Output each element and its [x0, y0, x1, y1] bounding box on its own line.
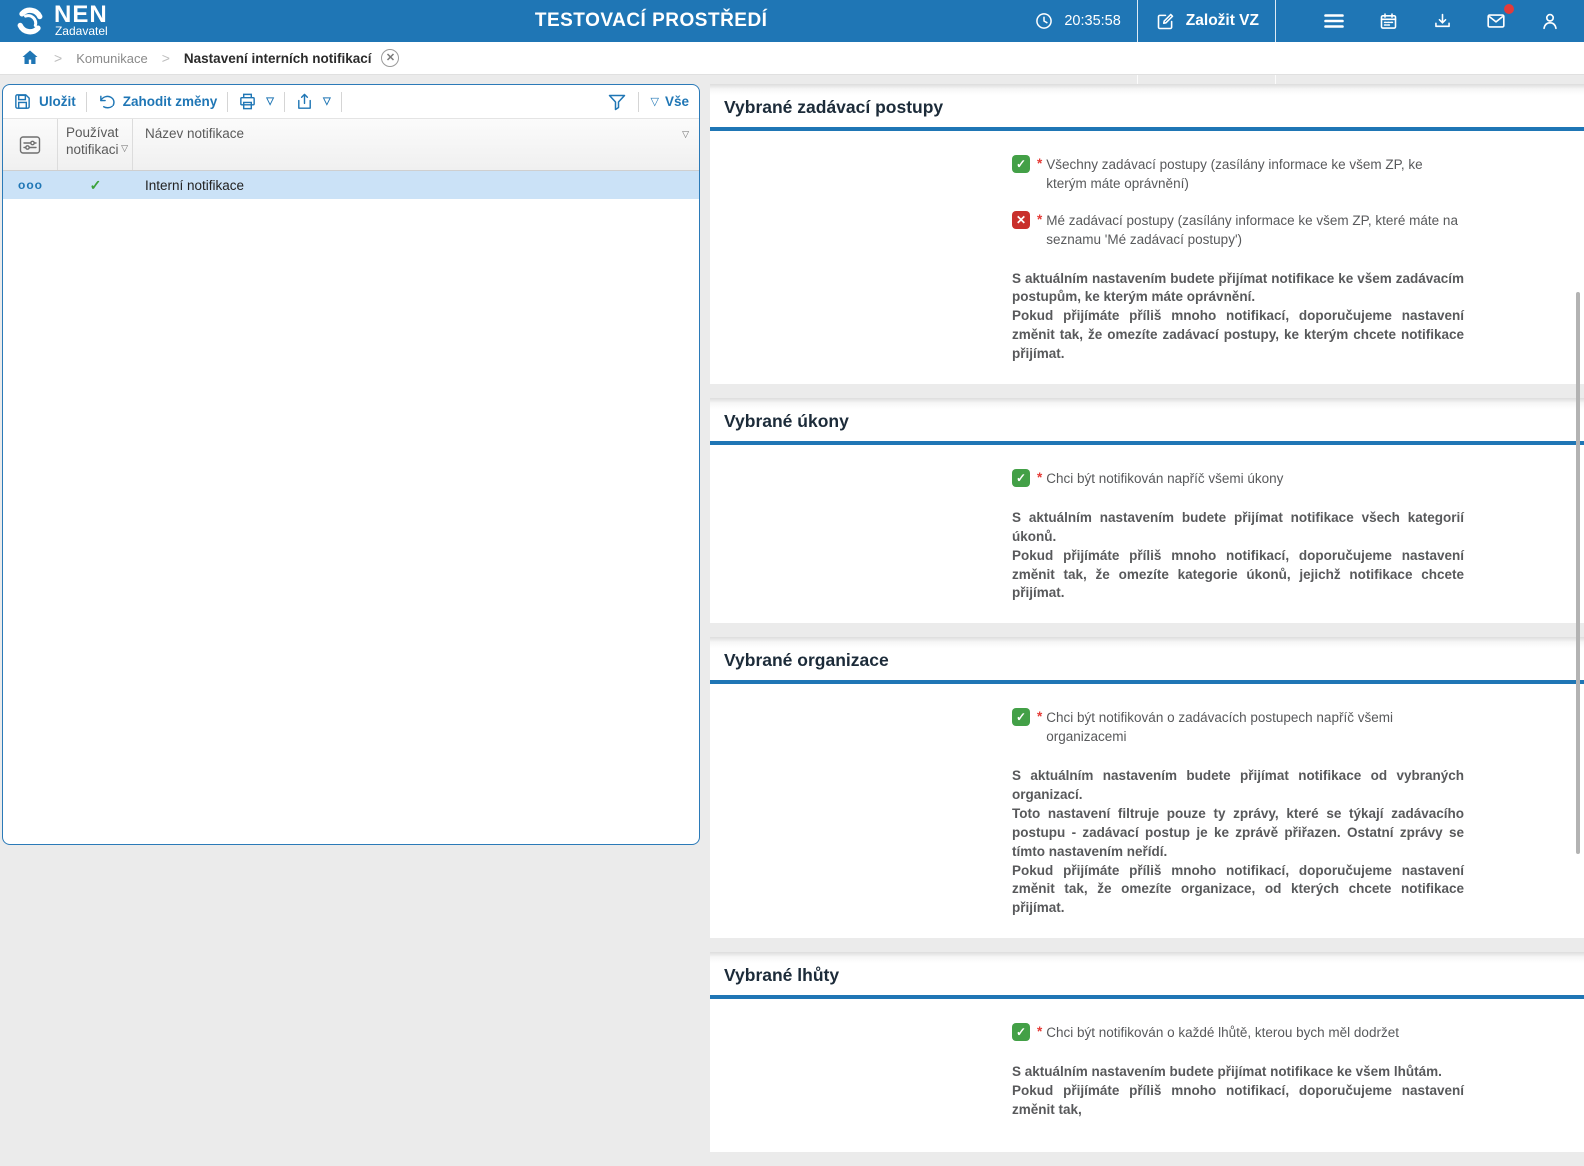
section-title: Vybrané zadávací postupy: [724, 97, 944, 117]
breadcrumb-separator: >: [54, 50, 63, 66]
unread-badge: [1504, 4, 1514, 14]
toolbar-divider: [227, 92, 228, 112]
note-line: S aktuálním nastavením budete přijímat notifikace všech kategorií úkonů.: [1012, 509, 1464, 544]
option-label: Mé zadávací postupy (zasílány informace ke všem ZP, které máte na seznamu 'Mé zadávací postupy'): [1046, 212, 1458, 247]
save-icon: [13, 92, 33, 112]
breadcrumb-separator: >: [161, 50, 170, 66]
note-line: S aktuálním nastavením budete přijímat notifikace ke všem lhůtám.: [1012, 1064, 1442, 1080]
edit-icon: [1154, 9, 1178, 33]
brand-block: [54, 1, 108, 38]
column-header-name[interactable]: [133, 119, 699, 170]
create-vz-button[interactable]: [1154, 9, 1259, 33]
toolbar-divider: [284, 92, 285, 112]
option-me-zp: [1012, 211, 1464, 250]
checkbox-checked-icon[interactable]: ✓: [1012, 708, 1030, 726]
section-title: Vybrané organizace: [724, 650, 889, 671]
column-settings-cell[interactable]: [3, 119, 58, 170]
logo[interactable]: [0, 1, 270, 38]
table-row[interactable]: [3, 171, 699, 199]
section-lhuty: [710, 952, 1584, 1152]
section-title: Vybrané úkony: [724, 411, 849, 432]
session-time: 20:35:58: [1064, 13, 1121, 29]
clock-icon: [1032, 9, 1056, 33]
row-check-icon: ✓: [89, 176, 102, 193]
environment-title: TESTOVACÍ PROSTŘEDÍ: [534, 10, 768, 31]
option-label: Chci být notifikován o zadávacích postupech napříč všemi organizacemi: [1046, 710, 1393, 745]
close-tab-icon[interactable]: ✕: [381, 49, 399, 67]
section-ukony: [710, 398, 1584, 623]
export-dropdown-icon[interactable]: ▽: [322, 96, 331, 107]
filter-controls: [606, 91, 690, 113]
column-name-label: Název notifikace: [145, 126, 245, 141]
export-button[interactable]: [295, 92, 331, 112]
undo-icon: [97, 92, 117, 112]
column-use-label: Používat notifikaci: [66, 125, 119, 157]
vertical-scrollbar[interactable]: [1576, 292, 1580, 854]
create-vz-label: Založit VZ: [1185, 12, 1259, 29]
brand-role: Zadavatel: [54, 24, 108, 38]
discard-changes-button[interactable]: [97, 92, 218, 112]
section-note: [1012, 767, 1464, 918]
checkbox-checked-icon[interactable]: ✓: [1012, 469, 1030, 487]
app-header: [0, 0, 1584, 42]
section-organizace: [710, 637, 1584, 938]
row-actions-dots[interactable]: ooo: [18, 178, 43, 192]
filter-funnel-icon[interactable]: [606, 91, 628, 113]
export-icon: [295, 92, 315, 112]
breadcrumb-komunikace[interactable]: Komunikace: [76, 50, 148, 66]
nen-logo-icon: [14, 5, 46, 37]
printer-icon: [238, 92, 258, 112]
calendar-icon[interactable]: [1376, 9, 1400, 33]
print-button[interactable]: [238, 92, 274, 112]
section-note: [1012, 270, 1464, 364]
toolbar-divider: [638, 92, 639, 112]
section-note: [1012, 509, 1464, 603]
note-line: S aktuálním nastavením budete přijímat notifikace ke všem zadávacím postupům, ke kterým máte oprávnění.: [1012, 270, 1464, 305]
detail-panel: [710, 84, 1584, 1166]
section-title: Vybrané lhůty: [724, 965, 840, 986]
option-vsechny-zp: [1012, 155, 1464, 194]
note-line: Pokud přijímáte příliš mnoho notifikací, doporučujeme nastavení změnit tak,: [1012, 1083, 1464, 1117]
messages-icon[interactable]: [1484, 9, 1508, 33]
required-star: *: [1037, 156, 1043, 171]
discard-label: Zahodit změny: [122, 94, 218, 109]
column-settings-icon: [19, 135, 41, 155]
session-timer: [1032, 9, 1120, 33]
note-line: Toto nastavení filtruje pouze ty zprávy, které se týkají zadávacího postupu - zadávací postup je ke zprávě přiřazen. Ostatní zprávy se tímto nastavením neřídí.: [1012, 805, 1464, 859]
required-star: *: [1037, 470, 1043, 486]
option-label: Chci být notifikován o každé lhůtě, kterou bych měl dodržet: [1046, 1025, 1399, 1041]
list-toolbar: [3, 85, 699, 118]
note-line: Pokud přijímáte příliš mnoho notifikací, doporučujeme nastavení změnit tak, že omezíte organizace, od kterých chcete notifikace přijímat.: [1012, 862, 1464, 916]
section-zadavaci-postupy: [710, 84, 1584, 384]
column-name-filter-icon[interactable]: ▽: [682, 129, 689, 139]
column-header-use[interactable]: [58, 119, 133, 170]
note-line: S aktuálním nastavením budete přijímat notifikace od vybraných organizací.: [1012, 768, 1464, 803]
section-note: [1012, 1063, 1464, 1120]
option-kazda-lhuta: [1012, 1023, 1464, 1043]
checkbox-crossed-icon[interactable]: ✕: [1012, 211, 1030, 229]
menu-icon[interactable]: [1322, 9, 1346, 33]
required-star: *: [1037, 1024, 1043, 1040]
toolbar-divider: [341, 92, 342, 112]
table-header: [3, 118, 699, 171]
home-icon[interactable]: [20, 48, 40, 68]
required-star: *: [1037, 709, 1043, 725]
breadcrumb-current: Nastavení interních notifikací: [183, 50, 372, 66]
user-icon[interactable]: [1538, 9, 1562, 33]
download-icon[interactable]: [1430, 9, 1454, 33]
note-line: Pokud přijímáte příliš mnoho notifikací, doporučujeme nastavení změnit tak, že omezíte zadávací postupy, ke kterým chcete notifikace přijímat.: [1012, 308, 1464, 362]
view-all-label[interactable]: Vše: [664, 94, 689, 109]
brand-name: NEN: [54, 1, 108, 28]
save-label: Uložit: [39, 94, 76, 109]
view-dropdown-icon[interactable]: ▽: [650, 96, 659, 108]
toolbar-divider: [86, 92, 87, 112]
print-dropdown-icon[interactable]: ▽: [266, 96, 274, 107]
notification-list-panel: [2, 84, 700, 845]
column-use-filter-icon[interactable]: ▽: [121, 143, 128, 153]
checkbox-checked-icon[interactable]: ✓: [1012, 155, 1030, 173]
breadcrumb: [0, 42, 1584, 75]
checkbox-checked-icon[interactable]: ✓: [1012, 1023, 1030, 1041]
option-vsechny-organizace: [1012, 708, 1464, 747]
save-button[interactable]: [13, 92, 76, 112]
option-label: Chci být notifikován napříč všemi úkony: [1046, 471, 1284, 487]
required-star: *: [1037, 211, 1043, 227]
option-label: Všechny zadávací postupy (zasílány informace ke všem ZP, ke kterým máte oprávnění): [1046, 157, 1423, 191]
note-line: Pokud přijímáte příliš mnoho notifikací, doporučujeme nastavení změnit tak, že omezíte kategorie úkonů, jejichž notifikace chcete přijímat.: [1012, 547, 1464, 601]
row-name: Interní notifikace: [145, 177, 245, 193]
option-vsechny-ukony: [1012, 469, 1464, 489]
